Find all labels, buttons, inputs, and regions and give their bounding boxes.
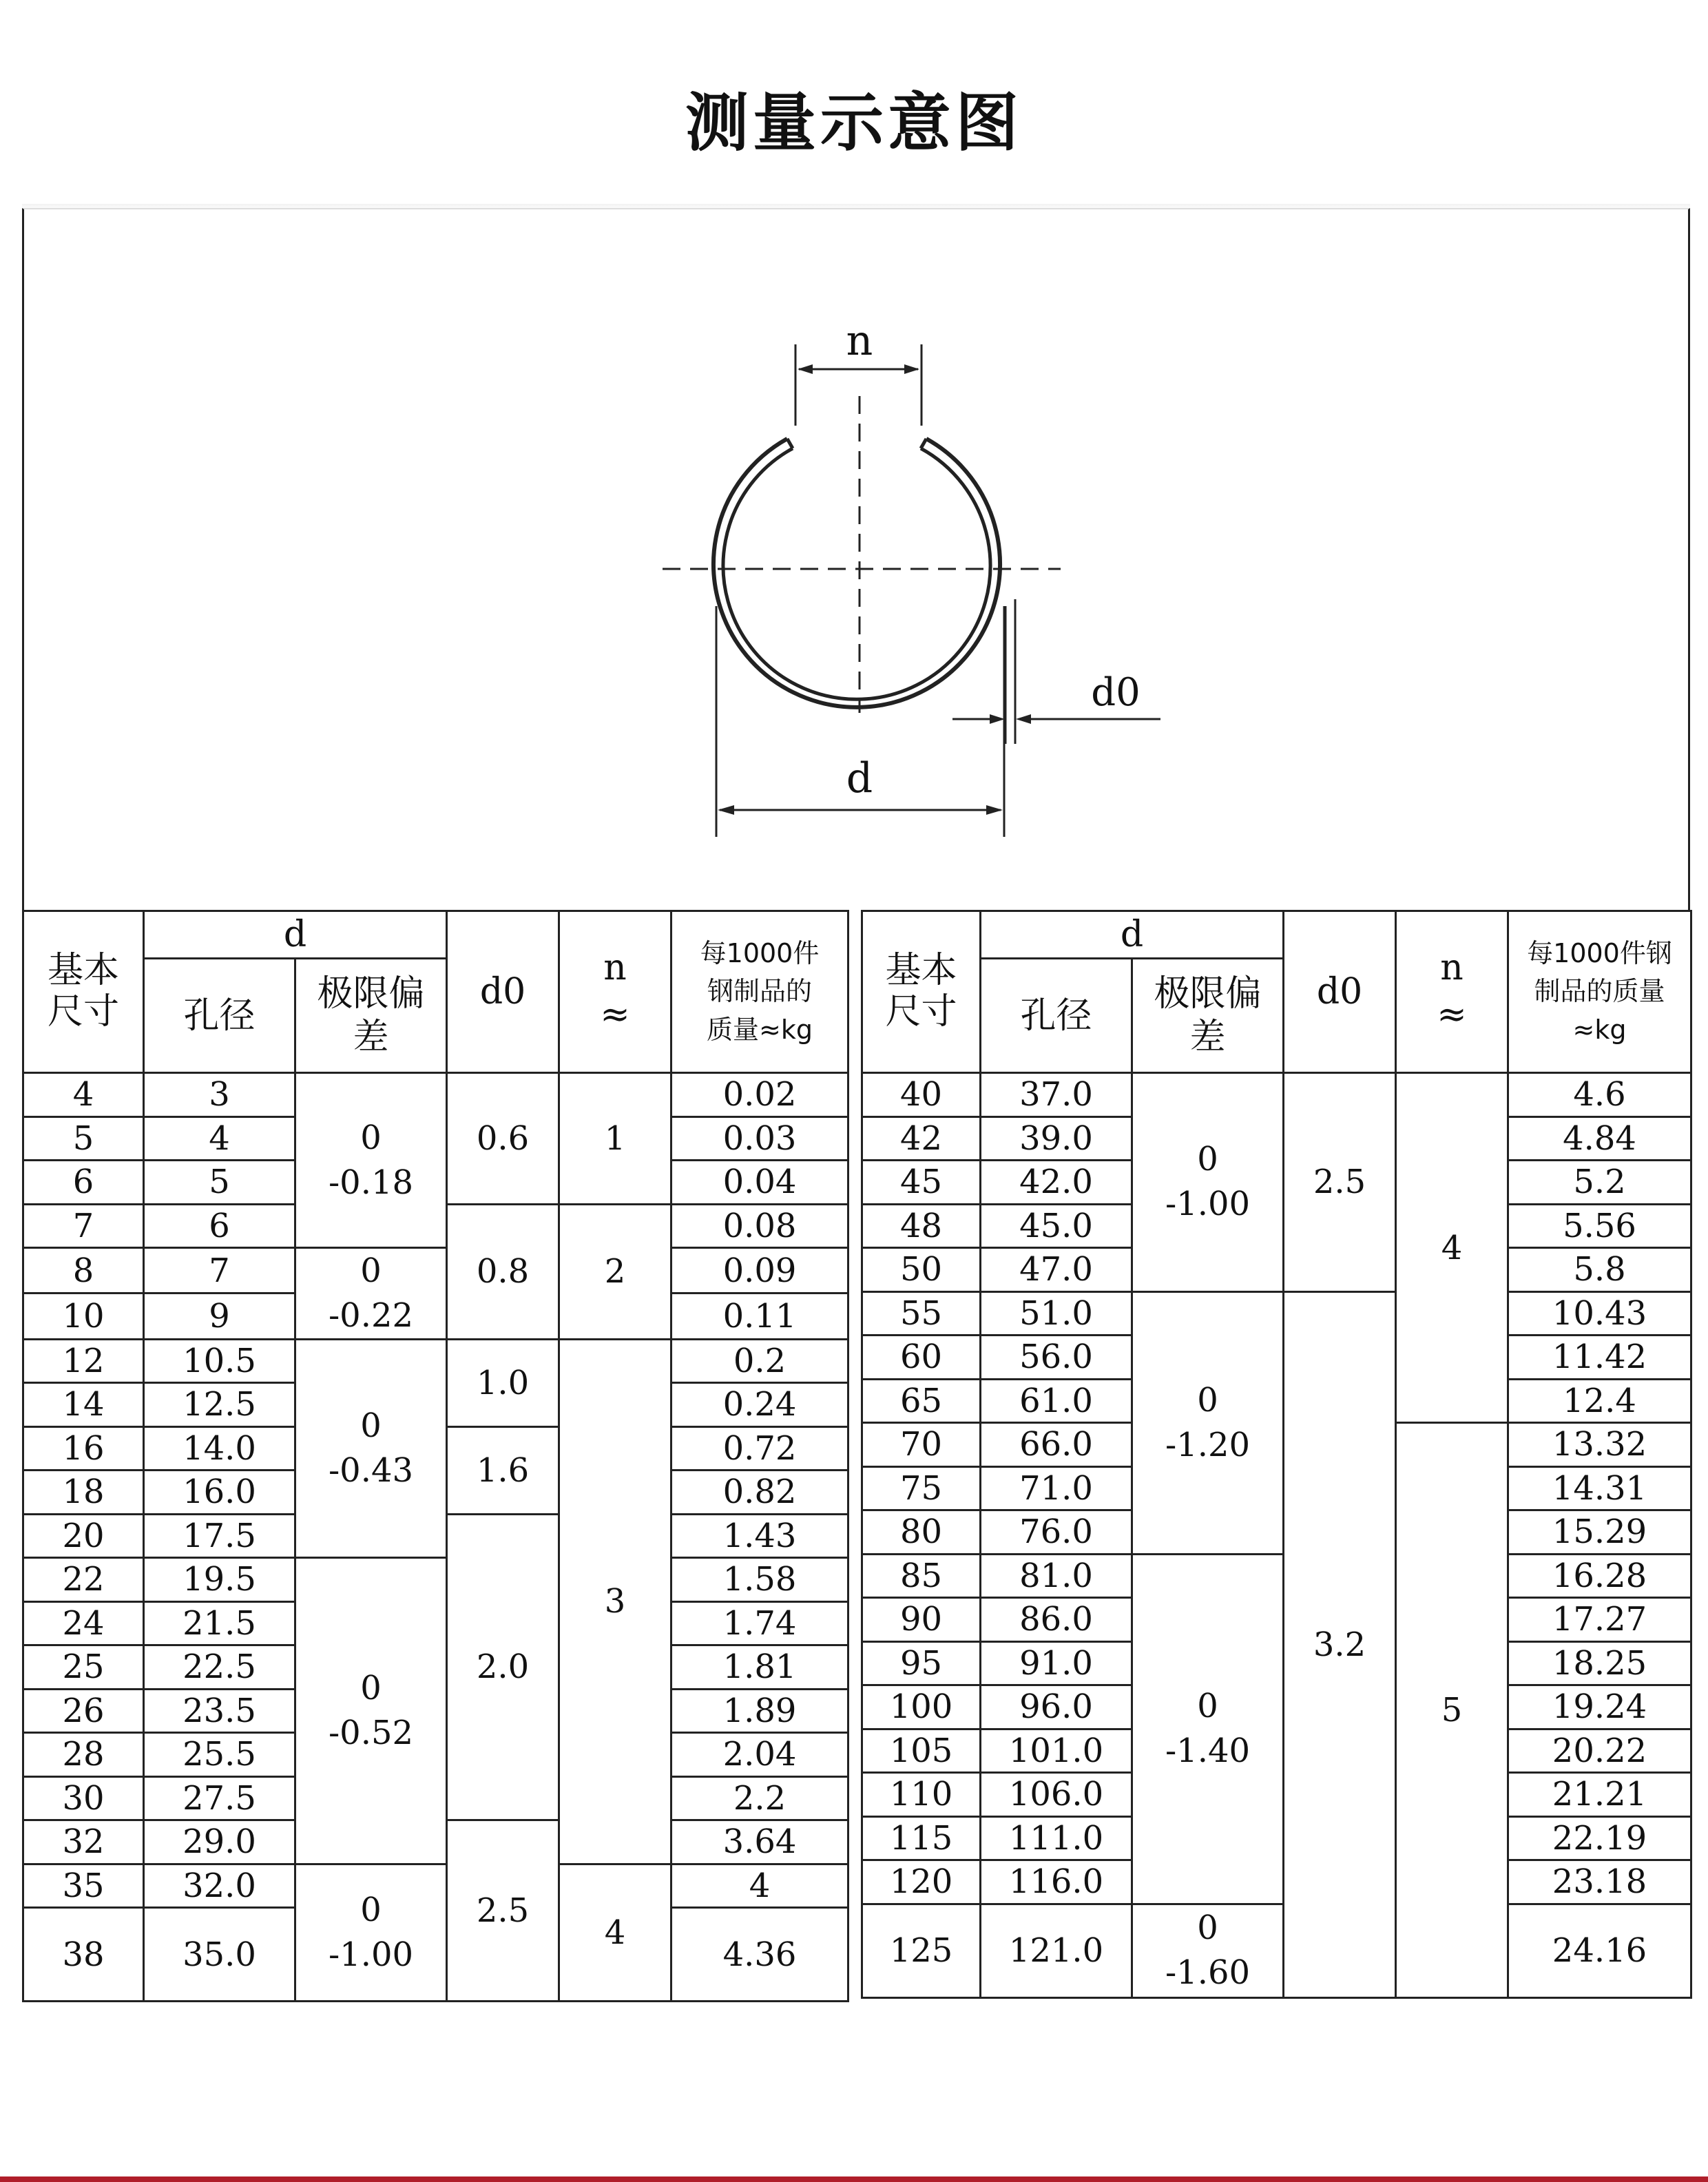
cell-mass: 24.16 bbox=[1508, 1904, 1691, 1997]
cell-mass: 2.04 bbox=[671, 1733, 848, 1777]
cell-basic-size: 24 bbox=[23, 1601, 144, 1645]
do-arrow-right bbox=[1016, 714, 1031, 724]
header-hole-dia: 孔径 bbox=[981, 959, 1132, 1073]
cell-basic-size: 105 bbox=[862, 1729, 981, 1773]
n-arrow-left bbox=[798, 364, 813, 374]
cell-hole-dia: 66.0 bbox=[981, 1423, 1132, 1467]
ring-inner-arc bbox=[723, 448, 990, 699]
cell-basic-size: 45 bbox=[862, 1161, 981, 1205]
cell-n: 4 bbox=[559, 1864, 671, 2002]
cell-mass: 1.89 bbox=[671, 1689, 848, 1733]
n-arrow-right bbox=[904, 364, 919, 374]
cell-basic-size: 40 bbox=[862, 1073, 981, 1117]
cell-mass: 2.2 bbox=[671, 1776, 848, 1820]
cell-hole-dia: 61.0 bbox=[981, 1379, 1132, 1423]
cell-hole-dia: 45.0 bbox=[981, 1204, 1132, 1248]
ring-end-left bbox=[787, 439, 793, 448]
cell-basic-size: 12 bbox=[23, 1339, 144, 1383]
cell-basic-size: 70 bbox=[862, 1423, 981, 1467]
cell-tolerance: 0 -0.43 bbox=[295, 1339, 447, 1558]
header-n: n ≈ bbox=[1396, 911, 1508, 1073]
table-row bbox=[862, 1554, 1691, 1598]
cell-basic-size: 42 bbox=[862, 1116, 981, 1161]
cell-mass: 22.19 bbox=[1508, 1816, 1691, 1860]
cell-do: 2.5 bbox=[447, 1820, 559, 2002]
cell-hole-dia: 91.0 bbox=[981, 1641, 1132, 1685]
cell-hole-dia: 16.0 bbox=[144, 1471, 295, 1515]
cell-tolerance: 0 -1.00 bbox=[1132, 1073, 1284, 1292]
cell-mass: 0.08 bbox=[671, 1204, 848, 1248]
cell-n: 5 bbox=[1396, 1423, 1508, 1998]
cell-basic-size: 25 bbox=[23, 1645, 144, 1690]
cell-mass: 1.81 bbox=[671, 1645, 848, 1690]
header-d: d bbox=[144, 911, 447, 959]
cell-mass: 11.42 bbox=[1508, 1336, 1691, 1380]
table-row bbox=[862, 1073, 1691, 1117]
cell-hole-dia: 19.5 bbox=[144, 1558, 295, 1602]
cell-tolerance: 0 -0.22 bbox=[295, 1248, 447, 1340]
cell-basic-size: 100 bbox=[862, 1685, 981, 1729]
table-row bbox=[862, 1291, 1691, 1336]
cell-basic-size: 22 bbox=[23, 1558, 144, 1602]
cell-hole-dia: 56.0 bbox=[981, 1336, 1132, 1380]
cell-n: 1 bbox=[559, 1073, 671, 1205]
cell-hole-dia: 17.5 bbox=[144, 1514, 295, 1558]
table-row bbox=[23, 1339, 848, 1383]
cell-do: 1.6 bbox=[447, 1426, 559, 1514]
cell-mass: 17.27 bbox=[1508, 1598, 1691, 1642]
cell-mass: 18.25 bbox=[1508, 1641, 1691, 1685]
cell-hole-dia: 12.5 bbox=[144, 1383, 295, 1427]
cell-hole-dia: 42.0 bbox=[981, 1161, 1132, 1205]
cell-basic-size: 10 bbox=[23, 1293, 144, 1339]
cell-basic-size: 26 bbox=[23, 1689, 144, 1733]
cell-basic-size: 14 bbox=[23, 1383, 144, 1427]
cell-basic-size: 5 bbox=[23, 1116, 144, 1161]
cell-basic-size: 115 bbox=[862, 1816, 981, 1860]
cell-hole-dia: 5 bbox=[144, 1161, 295, 1205]
cell-n: 2 bbox=[559, 1204, 671, 1339]
cell-mass: 0.82 bbox=[671, 1471, 848, 1515]
cell-mass: 20.22 bbox=[1508, 1729, 1691, 1773]
cell-tolerance: 0 -1.20 bbox=[1132, 1291, 1284, 1554]
cell-do: 3.2 bbox=[1284, 1291, 1396, 1997]
cell-basic-size: 38 bbox=[23, 1908, 144, 2002]
cell-basic-size: 7 bbox=[23, 1204, 144, 1248]
cell-hole-dia: 22.5 bbox=[144, 1645, 295, 1690]
cell-do: 2.5 bbox=[1284, 1073, 1396, 1292]
cell-mass: 15.29 bbox=[1508, 1510, 1691, 1555]
cell-hole-dia: 37.0 bbox=[981, 1073, 1132, 1117]
page-title: 测量示意图 bbox=[685, 86, 1023, 160]
ring-end-right bbox=[921, 439, 926, 448]
header-mass: 每1000件 钢制品的 质量≈kg bbox=[671, 911, 848, 1073]
table-row bbox=[862, 1904, 1691, 1997]
table-row bbox=[23, 1248, 848, 1293]
cell-tolerance: 0 -0.52 bbox=[295, 1558, 447, 1864]
cell-basic-size: 20 bbox=[23, 1514, 144, 1558]
header-hole-dia: 孔径 bbox=[144, 959, 295, 1073]
header-n: n ≈ bbox=[559, 911, 671, 1073]
header-mass: 每1000件钢 制品的质量 ≈kg bbox=[1508, 911, 1691, 1073]
do-arrow-left bbox=[990, 714, 1005, 724]
cell-basic-size: 80 bbox=[862, 1510, 981, 1555]
d-arrow-left bbox=[718, 805, 734, 815]
cell-hole-dia: 39.0 bbox=[981, 1116, 1132, 1161]
cell-basic-size: 30 bbox=[23, 1776, 144, 1820]
cell-mass: 1.58 bbox=[671, 1558, 848, 1602]
table-row bbox=[23, 1558, 848, 1602]
cell-hole-dia: 23.5 bbox=[144, 1689, 295, 1733]
spec-table-right bbox=[861, 910, 1692, 1999]
table-row bbox=[23, 1073, 848, 1117]
cell-mass: 5.2 bbox=[1508, 1161, 1691, 1205]
cell-do: 0.8 bbox=[447, 1204, 559, 1339]
cell-basic-size: 4 bbox=[23, 1073, 144, 1117]
header-tolerance: 极限偏 差 bbox=[1132, 959, 1284, 1073]
spec-table-left bbox=[22, 910, 849, 2002]
cell-do: 1.0 bbox=[447, 1339, 559, 1426]
cell-do: 2.0 bbox=[447, 1514, 559, 1820]
cell-basic-size: 85 bbox=[862, 1554, 981, 1598]
cell-hole-dia: 106.0 bbox=[981, 1773, 1132, 1817]
cell-mass: 0.02 bbox=[671, 1073, 848, 1117]
cell-basic-size: 28 bbox=[23, 1733, 144, 1777]
cell-hole-dia: 32.0 bbox=[144, 1864, 295, 1908]
cell-mass: 3.64 bbox=[671, 1820, 848, 1864]
cell-basic-size: 75 bbox=[862, 1466, 981, 1510]
cell-hole-dia: 111.0 bbox=[981, 1816, 1132, 1860]
d-arrow-right bbox=[986, 805, 1003, 815]
cell-mass: 13.32 bbox=[1508, 1423, 1691, 1467]
cell-tolerance: 0 -1.60 bbox=[1132, 1904, 1284, 1997]
cell-hole-dia: 7 bbox=[144, 1248, 295, 1293]
cell-basic-size: 65 bbox=[862, 1379, 981, 1423]
cell-hole-dia: 86.0 bbox=[981, 1598, 1132, 1642]
label-n: n bbox=[846, 317, 873, 365]
cell-mass: 4.84 bbox=[1508, 1116, 1691, 1161]
cell-mass: 0.24 bbox=[671, 1383, 848, 1427]
cell-mass: 4 bbox=[671, 1864, 848, 1908]
header-d: d bbox=[981, 911, 1284, 959]
cell-mass: 0.11 bbox=[671, 1293, 848, 1339]
cell-hole-dia: 21.5 bbox=[144, 1601, 295, 1645]
cell-mass: 5.56 bbox=[1508, 1204, 1691, 1248]
cell-hole-dia: 47.0 bbox=[981, 1248, 1132, 1292]
cell-mass: 4.36 bbox=[671, 1908, 848, 2002]
cell-basic-size: 50 bbox=[862, 1248, 981, 1292]
cell-hole-dia: 6 bbox=[144, 1204, 295, 1248]
cell-basic-size: 110 bbox=[862, 1773, 981, 1817]
cell-hole-dia: 4 bbox=[144, 1116, 295, 1161]
cell-mass: 0.2 bbox=[671, 1339, 848, 1383]
header-tolerance: 极限偏 差 bbox=[295, 959, 447, 1073]
cell-mass: 12.4 bbox=[1508, 1379, 1691, 1423]
cell-mass: 0.04 bbox=[671, 1161, 848, 1205]
cell-hole-dia: 29.0 bbox=[144, 1820, 295, 1864]
cell-basic-size: 8 bbox=[23, 1248, 144, 1293]
cell-basic-size: 55 bbox=[862, 1291, 981, 1336]
cell-hole-dia: 51.0 bbox=[981, 1291, 1132, 1336]
label-do: d0 bbox=[1091, 670, 1141, 715]
cell-basic-size: 120 bbox=[862, 1860, 981, 1904]
cell-basic-size: 6 bbox=[23, 1161, 144, 1205]
header-basic-size: 基本 尺寸 bbox=[23, 911, 144, 1073]
cell-basic-size: 125 bbox=[862, 1904, 981, 1997]
bottom-accent-bar bbox=[0, 2176, 1708, 2182]
cell-hole-dia: 10.5 bbox=[144, 1339, 295, 1383]
cell-hole-dia: 101.0 bbox=[981, 1729, 1132, 1773]
cell-mass: 1.74 bbox=[671, 1601, 848, 1645]
cell-mass: 1.43 bbox=[671, 1514, 848, 1558]
cell-hole-dia: 3 bbox=[144, 1073, 295, 1117]
cell-mass: 16.28 bbox=[1508, 1554, 1691, 1598]
cell-hole-dia: 96.0 bbox=[981, 1685, 1132, 1729]
cell-mass: 4.6 bbox=[1508, 1073, 1691, 1117]
cell-mass: 0.72 bbox=[671, 1426, 848, 1471]
cell-n: 4 bbox=[1396, 1073, 1508, 1423]
header-basic-size: 基本 尺寸 bbox=[862, 911, 981, 1073]
cell-hole-dia: 27.5 bbox=[144, 1776, 295, 1820]
cell-mass: 10.43 bbox=[1508, 1291, 1691, 1336]
retaining-ring-diagram bbox=[0, 0, 1708, 916]
cell-mass: 0.09 bbox=[671, 1248, 848, 1293]
cell-basic-size: 95 bbox=[862, 1641, 981, 1685]
cell-mass: 0.03 bbox=[671, 1116, 848, 1161]
cell-hole-dia: 121.0 bbox=[981, 1904, 1132, 1997]
cell-do: 0.6 bbox=[447, 1073, 559, 1205]
cell-hole-dia: 25.5 bbox=[144, 1733, 295, 1777]
table-row bbox=[23, 1864, 848, 1908]
cell-basic-size: 18 bbox=[23, 1471, 144, 1515]
cell-hole-dia: 71.0 bbox=[981, 1466, 1132, 1510]
cell-basic-size: 48 bbox=[862, 1204, 981, 1248]
cell-hole-dia: 81.0 bbox=[981, 1554, 1132, 1598]
header-do: d0 bbox=[447, 911, 559, 1073]
cell-mass: 19.24 bbox=[1508, 1685, 1691, 1729]
cell-basic-size: 60 bbox=[862, 1336, 981, 1380]
label-d: d bbox=[846, 754, 873, 802]
cell-basic-size: 32 bbox=[23, 1820, 144, 1864]
cell-n: 3 bbox=[559, 1339, 671, 1864]
cell-basic-size: 35 bbox=[23, 1864, 144, 1908]
cell-mass: 21.21 bbox=[1508, 1773, 1691, 1817]
cell-mass: 23.18 bbox=[1508, 1860, 1691, 1904]
cell-mass: 14.31 bbox=[1508, 1466, 1691, 1510]
cell-hole-dia: 35.0 bbox=[144, 1908, 295, 2002]
cell-hole-dia: 14.0 bbox=[144, 1426, 295, 1471]
cell-basic-size: 16 bbox=[23, 1426, 144, 1471]
cell-basic-size: 90 bbox=[862, 1598, 981, 1642]
cell-tolerance: 0 -1.00 bbox=[295, 1864, 447, 2002]
cell-hole-dia: 116.0 bbox=[981, 1860, 1132, 1904]
cell-mass: 5.8 bbox=[1508, 1248, 1691, 1292]
header-do: d0 bbox=[1284, 911, 1396, 1073]
cell-hole-dia: 76.0 bbox=[981, 1510, 1132, 1555]
cell-tolerance: 0 -0.18 bbox=[295, 1073, 447, 1248]
cell-tolerance: 0 -1.40 bbox=[1132, 1554, 1284, 1904]
cell-hole-dia: 9 bbox=[144, 1293, 295, 1339]
